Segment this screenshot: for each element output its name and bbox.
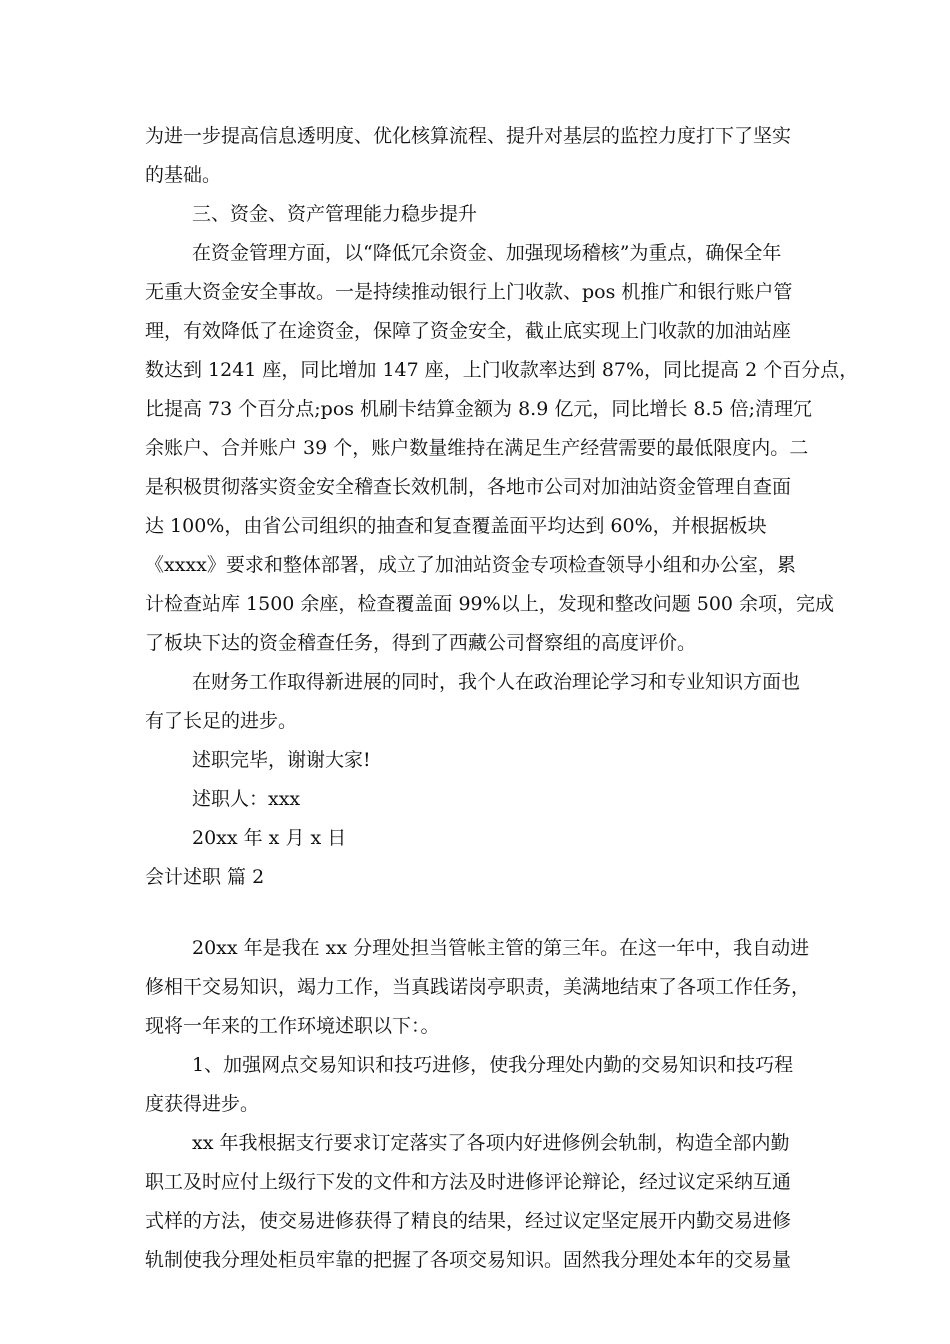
paragraph-line: 在资金管理方面，以“降低冗余资金、加强现场稽核”为重点，确保全年 [192,242,782,264]
paragraph-line: 理，有效降低了在途资金，保障了资金安全，截止底实现上门收款的加油站座 [145,320,792,342]
paragraph-line: 计检查站库 1500 余座，检查覆盖面 99%以上，发现和整改问题 500 余项，完成 [145,593,835,615]
paragraph-line: 是积极贯彻落实资金安全稽查长效机制，各地市公司对加油站资金管理自查面 [145,476,792,498]
paragraph-line: 修相干交易知识，竭力工作，当真践诺岗亭职责，美满地结束了各项工作任务， [145,976,811,998]
paragraph-line: 数达到 1241 座，同比增加 147 座，上门收款率达到 87%，同比提高 2 个百分点， [145,359,859,381]
paragraph-line: 余账户、合并账户 39 个，账户数量维持在满足生产经营需要的最低限度内。二 [145,437,809,459]
signature-line: 述职人：xxx [192,788,301,810]
paragraph-line: xx 年我根据支行要求订定落实了各项内好进修例会轨制，构造全部内勤 [192,1132,790,1154]
paragraph-line: 的基础。 [145,164,222,186]
date-line: 20xx 年 x 月 x 日 [192,827,347,849]
paragraph-line: 比提高 73 个百分点;pos 机刷卡结算金额为 8.9 亿元，同比增长 8.5 倍;清理冗 [145,398,813,420]
section-heading: 三、资金、资产管理能力稳步提升 [192,203,478,225]
paragraph-line: 无重大资金安全事故。一是持续推动银行上门收款、pos 机推广和银行账户管 [145,281,793,303]
paragraph-line: 《xxxx》要求和整体部署，成立了加油站资金专项检查领导小组和办公室，累 [145,554,796,576]
paragraph-line: 20xx 年是我在 xx 分理处担当管帐主管的第三年。在这一年中，我自动进 [192,937,810,959]
paragraph-line: 有了长足的进步。 [145,710,298,732]
paragraph-line: 达 100%，由省公司组织的抽查和复查覆盖面平均达到 60%，并根据板块 [145,515,767,537]
paragraph-line: 度获得进步。 [145,1093,260,1115]
paragraph-line: 1、加强网点交易知识和技巧进修，使我分理处内勤的交易知识和技巧程 [192,1054,794,1076]
paragraph-line: 在财务工作取得新进展的同时，我个人在政治理论学习和专业知识方面也 [192,671,801,693]
paragraph-line: 现将一年来的工作环境述职以下：。 [145,1015,440,1037]
paragraph-line: 了板块下达的资金稽查任务，得到了西藏公司督察组的高度评价。 [145,632,697,654]
paragraph-line: 轨制使我分理处柜员牢靠的把握了各项交易知识。固然我分理处本年的交易量 [145,1249,792,1271]
paragraph-line: 为进一步提高信息透明度、优化核算流程、提升对基层的监控力度打下了坚实 [145,125,792,147]
article-title: 会计述职 篇 2 [145,866,265,888]
closing-line: 述职完毕，谢谢大家! [192,749,371,771]
paragraph-line: 职工及时应付上级行下发的文件和方法及时进修评论辩论，经过议定采纳互通 [145,1171,792,1193]
paragraph-line: 式样的方法，使交易进修获得了精良的结果，经过议定坚定展开内勤交易进修 [145,1210,792,1232]
